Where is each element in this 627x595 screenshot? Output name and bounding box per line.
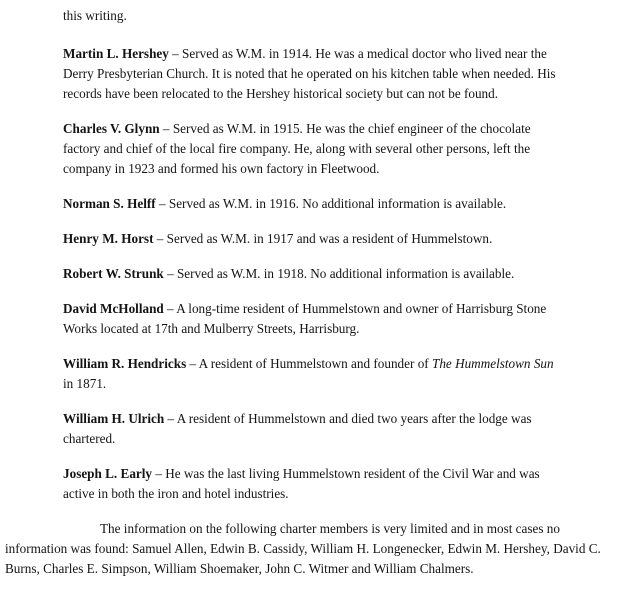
entry-text: – Served as W.M. in 1918. No additional information is available. <box>163 266 515 281</box>
continuation-line <box>63 6 565 26</box>
continuation-text: this writing. <box>63 8 127 23</box>
entry-name: David McHolland <box>63 301 164 316</box>
entry-text: – A long-time resident of Hummelstown and owner of Harrisburg Stone Works located at 17th and Mulberry Streets, Harrisburg. <box>63 301 547 336</box>
entry-text: – A resident of Hummelstown and died two years after the lodge was chartered. <box>63 411 532 446</box>
entry-paragraph-mcholland <box>63 299 565 339</box>
entry-text: – A resident of Hummelstown and founder of <box>186 356 432 371</box>
entry-text: – Served as W.M. in 1916. No additional information is available. <box>155 196 507 211</box>
entry-text: – Served as W.M. in 1914. He was a medical doctor who lived near the Derry Presbyterian Church. It is noted that he operated on his kitchen table when needed. His records have been relocated to the Hershey historical society but can not be found. <box>63 46 556 101</box>
closing-text: The information on the following charter members is very limited and in most cases no information was found: Samuel Allen, Edwin B. Cassidy, William H. Longenecker, Edwin M. Hershey, David C. Burns, Charles E. Simpson, William Shoemaker, John C. Witmer and William Chalmers. <box>5 521 601 576</box>
closing-paragraph <box>5 519 620 579</box>
entry-name: Martin L. Hershey <box>63 46 169 61</box>
entry-name: William H. Ulrich <box>63 411 165 426</box>
entry-name: Robert W. Strunk <box>63 266 164 281</box>
entry-name: William R. Hendricks <box>63 356 187 371</box>
entry-italic-title: The Hummelstown Sun <box>431 356 554 371</box>
entry-text: – Served as W.M. in 1915. He was the chief engineer of the chocolate factory and chief of the local fire company. He, along with several other persons, left the company in 1923 and formed his own factory in Fleetwood. <box>63 121 531 176</box>
entry-text: – He was the last living Hummelstown resident of the Civil War and was active in both the iron and hotel industries. <box>63 466 540 501</box>
entry-name: Henry M. Horst <box>63 231 154 246</box>
entry-paragraph-helff <box>63 194 565 214</box>
entry-paragraph-early <box>63 464 565 504</box>
entry-paragraph-glynn <box>63 119 565 179</box>
entry-paragraph-strunk <box>63 264 565 284</box>
entry-name: Norman S. Helff <box>63 196 156 211</box>
entry-text: – Served as W.M. in 1917 and was a resident of Hummelstown. <box>153 231 493 246</box>
entry-paragraph-horst <box>63 229 565 249</box>
entry-paragraph-ulrich <box>63 409 565 449</box>
entry-text-after: in 1871. <box>63 376 107 391</box>
entry-name: Charles V. Glynn <box>63 121 160 136</box>
entry-paragraph-hershey <box>63 44 565 104</box>
entry-name: Joseph L. Early <box>63 466 153 481</box>
entry-paragraph-hendricks <box>63 354 565 394</box>
